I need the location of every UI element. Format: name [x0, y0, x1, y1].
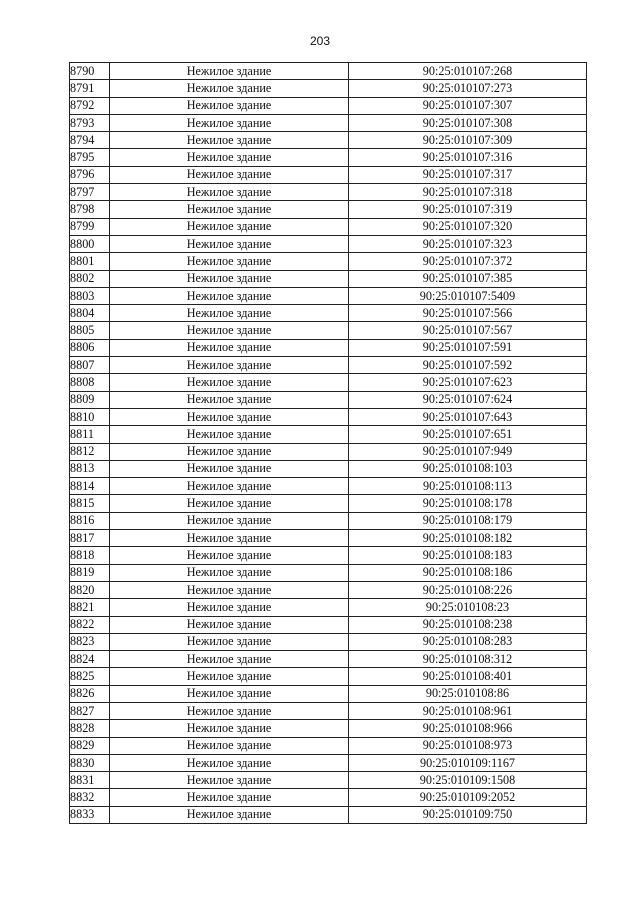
cadastral-number-cell: 90:25:010108:238: [349, 616, 587, 633]
row-number-cell: 8823: [70, 633, 110, 650]
cadastral-number-cell: 90:25:010108:973: [349, 737, 587, 754]
object-type-cell: Нежилое здание: [110, 720, 349, 737]
cadastral-number-cell: 90:25:010107:318: [349, 184, 587, 201]
table-row: [70, 685, 587, 702]
cadastral-number-cell: 90:25:010107:591: [349, 339, 587, 356]
cadastral-number-cell: 90:25:010108:283: [349, 633, 587, 650]
object-type-cell: Нежилое здание: [110, 218, 349, 235]
cadastral-number-cell: 90:25:010107:623: [349, 374, 587, 391]
row-number-cell: 8810: [70, 408, 110, 425]
cadastral-number-cell: 90:25:010107:567: [349, 322, 587, 339]
row-number-cell: 8798: [70, 201, 110, 218]
table-row: [70, 149, 587, 166]
cadastral-number-cell: 90:25:010108:966: [349, 720, 587, 737]
row-number-cell: 8818: [70, 547, 110, 564]
object-type-cell: Нежилое здание: [110, 270, 349, 287]
cadastral-number-cell: 90:25:010107:949: [349, 443, 587, 460]
table-row: [70, 114, 587, 131]
cadastral-number-cell: 90:25:010108:103: [349, 460, 587, 477]
object-type-cell: Нежилое здание: [110, 806, 349, 823]
object-type-cell: Нежилое здание: [110, 132, 349, 149]
cadastral-number-cell: 90:25:010107:308: [349, 114, 587, 131]
cadastral-number-cell: 90:25:010109:2052: [349, 789, 587, 806]
cadastral-number-cell: 90:25:010108:186: [349, 564, 587, 581]
cadastral-number-cell: 90:25:010107:307: [349, 97, 587, 114]
row-number-cell: 8822: [70, 616, 110, 633]
cadastral-number-cell: 90:25:010107:5409: [349, 287, 587, 304]
row-number-cell: 8809: [70, 391, 110, 408]
table-row: [70, 478, 587, 495]
cadastral-number-cell: 90:25:010108:113: [349, 478, 587, 495]
row-number-cell: 8813: [70, 460, 110, 477]
table-row: [70, 599, 587, 616]
table-row: [70, 322, 587, 339]
cadastral-number-cell: 90:25:010107:317: [349, 166, 587, 183]
row-number-cell: 8832: [70, 789, 110, 806]
cadastral-number-cell: 90:25:010108:226: [349, 581, 587, 598]
object-type-cell: Нежилое здание: [110, 581, 349, 598]
cadastral-number-cell: 90:25:010108:178: [349, 495, 587, 512]
row-number-cell: 8799: [70, 218, 110, 235]
row-number-cell: 8792: [70, 97, 110, 114]
row-number-cell: 8829: [70, 737, 110, 754]
table-row: [70, 97, 587, 114]
object-type-cell: Нежилое здание: [110, 357, 349, 374]
table-row: [70, 235, 587, 252]
row-number-cell: 8817: [70, 530, 110, 547]
table-row: [70, 443, 587, 460]
row-number-cell: 8805: [70, 322, 110, 339]
row-number-cell: 8797: [70, 184, 110, 201]
row-number-cell: 8819: [70, 564, 110, 581]
cadastral-number-cell: 90:25:010108:961: [349, 702, 587, 719]
cadastral-number-cell: 90:25:010109:1167: [349, 754, 587, 771]
object-type-cell: Нежилое здание: [110, 235, 349, 252]
cadastral-number-cell: 90:25:010107:566: [349, 305, 587, 322]
cadastral-number-cell: 90:25:010108:312: [349, 651, 587, 668]
table-row: [70, 166, 587, 183]
table-row: [70, 201, 587, 218]
cadastral-number-cell: 90:25:010108:86: [349, 685, 587, 702]
row-number-cell: 8821: [70, 599, 110, 616]
object-type-cell: Нежилое здание: [110, 633, 349, 650]
table-row: [70, 772, 587, 789]
table-row: [70, 426, 587, 443]
object-type-cell: Нежилое здание: [110, 339, 349, 356]
table-row: [70, 530, 587, 547]
table-row: [70, 564, 587, 581]
table-row: [70, 512, 587, 529]
table-row: [70, 391, 587, 408]
object-type-cell: Нежилое здание: [110, 374, 349, 391]
row-number-cell: 8830: [70, 754, 110, 771]
object-type-cell: Нежилое здание: [110, 702, 349, 719]
row-number-cell: 8800: [70, 235, 110, 252]
row-number-cell: 8833: [70, 806, 110, 823]
row-number-cell: 8806: [70, 339, 110, 356]
object-type-cell: Нежилое здание: [110, 253, 349, 270]
object-type-cell: Нежилое здание: [110, 616, 349, 633]
row-number-cell: 8804: [70, 305, 110, 322]
object-type-cell: Нежилое здание: [110, 478, 349, 495]
cadastral-number-cell: 90:25:010107:268: [349, 63, 587, 80]
cadastral-number-cell: 90:25:010107:323: [349, 235, 587, 252]
table-row: [70, 616, 587, 633]
object-type-cell: Нежилое здание: [110, 685, 349, 702]
table-row: [70, 547, 587, 564]
table-row: [70, 270, 587, 287]
row-number-cell: 8815: [70, 495, 110, 512]
object-type-cell: Нежилое здание: [110, 512, 349, 529]
cadastral-number-cell: 90:25:010107:651: [349, 426, 587, 443]
object-type-cell: Нежилое здание: [110, 391, 349, 408]
object-type-cell: Нежилое здание: [110, 460, 349, 477]
table-row: [70, 339, 587, 356]
row-number-cell: 8803: [70, 287, 110, 304]
cadastral-number-cell: 90:25:010109:1508: [349, 772, 587, 789]
table-row: [70, 789, 587, 806]
object-type-cell: Нежилое здание: [110, 426, 349, 443]
object-type-cell: Нежилое здание: [110, 772, 349, 789]
object-type-cell: Нежилое здание: [110, 668, 349, 685]
table-row: [70, 806, 587, 823]
row-number-cell: 8825: [70, 668, 110, 685]
object-type-cell: Нежилое здание: [110, 97, 349, 114]
object-type-cell: Нежилое здание: [110, 737, 349, 754]
registry-table: [69, 62, 587, 824]
table-row: [70, 218, 587, 235]
cadastral-number-cell: 90:25:010107:624: [349, 391, 587, 408]
object-type-cell: Нежилое здание: [110, 322, 349, 339]
object-type-cell: Нежилое здание: [110, 408, 349, 425]
table-row: [70, 737, 587, 754]
cadastral-number-cell: 90:25:010108:401: [349, 668, 587, 685]
table-row: [70, 581, 587, 598]
object-type-cell: Нежилое здание: [110, 547, 349, 564]
table-row: [70, 408, 587, 425]
cadastral-number-cell: 90:25:010108:179: [349, 512, 587, 529]
object-type-cell: Нежилое здание: [110, 80, 349, 97]
table-row: [70, 460, 587, 477]
table-row: [70, 305, 587, 322]
cadastral-number-cell: 90:25:010107:320: [349, 218, 587, 235]
object-type-cell: Нежилое здание: [110, 599, 349, 616]
row-number-cell: 8811: [70, 426, 110, 443]
object-type-cell: Нежилое здание: [110, 651, 349, 668]
cadastral-number-cell: 90:25:010107:592: [349, 357, 587, 374]
row-number-cell: 8796: [70, 166, 110, 183]
table-row: [70, 720, 587, 737]
table-row: [70, 633, 587, 650]
table-row: [70, 80, 587, 97]
cadastral-number-cell: 90:25:010107:385: [349, 270, 587, 287]
table-row: [70, 668, 587, 685]
cadastral-number-cell: 90:25:010107:316: [349, 149, 587, 166]
row-number-cell: 8802: [70, 270, 110, 287]
object-type-cell: Нежилое здание: [110, 564, 349, 581]
cadastral-number-cell: 90:25:010107:643: [349, 408, 587, 425]
object-type-cell: Нежилое здание: [110, 305, 349, 322]
cadastral-number-cell: 90:25:010108:23: [349, 599, 587, 616]
object-type-cell: Нежилое здание: [110, 287, 349, 304]
table-row: [70, 184, 587, 201]
row-number-cell: 8808: [70, 374, 110, 391]
table-row: [70, 651, 587, 668]
table-row: [70, 357, 587, 374]
table-row: [70, 495, 587, 512]
row-number-cell: 8824: [70, 651, 110, 668]
object-type-cell: Нежилое здание: [110, 201, 349, 218]
row-number-cell: 8795: [70, 149, 110, 166]
row-number-cell: 8807: [70, 357, 110, 374]
row-number-cell: 8801: [70, 253, 110, 270]
cadastral-number-cell: 90:25:010107:372: [349, 253, 587, 270]
object-type-cell: Нежилое здание: [110, 149, 349, 166]
table-row: [70, 702, 587, 719]
row-number-cell: 8816: [70, 512, 110, 529]
cadastral-number-cell: 90:25:010108:183: [349, 547, 587, 564]
page-number: 203: [309, 34, 331, 48]
table-row: [70, 63, 587, 80]
row-number-cell: 8827: [70, 702, 110, 719]
row-number-cell: 8791: [70, 80, 110, 97]
object-type-cell: Нежилое здание: [110, 789, 349, 806]
object-type-cell: Нежилое здание: [110, 443, 349, 460]
object-type-cell: Нежилое здание: [110, 63, 349, 80]
registry-table-body: [70, 63, 587, 824]
row-number-cell: 8794: [70, 132, 110, 149]
cadastral-number-cell: 90:25:010109:750: [349, 806, 587, 823]
table-row: [70, 132, 587, 149]
row-number-cell: 8812: [70, 443, 110, 460]
cadastral-number-cell: 90:25:010107:273: [349, 80, 587, 97]
object-type-cell: Нежилое здание: [110, 530, 349, 547]
row-number-cell: 8820: [70, 581, 110, 598]
row-number-cell: 8826: [70, 685, 110, 702]
row-number-cell: 8793: [70, 114, 110, 131]
table-row: [70, 754, 587, 771]
row-number-cell: 8828: [70, 720, 110, 737]
row-number-cell: 8790: [70, 63, 110, 80]
table-row: [70, 287, 587, 304]
cadastral-number-cell: 90:25:010107:319: [349, 201, 587, 218]
object-type-cell: Нежилое здание: [110, 184, 349, 201]
cadastral-number-cell: 90:25:010108:182: [349, 530, 587, 547]
row-number-cell: 8814: [70, 478, 110, 495]
table-row: [70, 253, 587, 270]
table-row: [70, 374, 587, 391]
object-type-cell: Нежилое здание: [110, 166, 349, 183]
object-type-cell: Нежилое здание: [110, 114, 349, 131]
cadastral-number-cell: 90:25:010107:309: [349, 132, 587, 149]
object-type-cell: Нежилое здание: [110, 495, 349, 512]
row-number-cell: 8831: [70, 772, 110, 789]
object-type-cell: Нежилое здание: [110, 754, 349, 771]
